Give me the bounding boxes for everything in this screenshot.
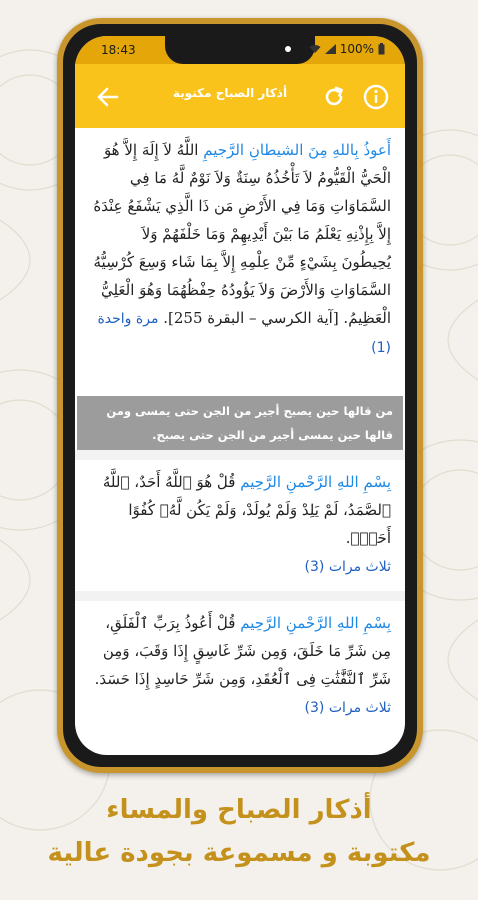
repeat-count: ثلاث مرات (3): [304, 700, 391, 716]
wifi-icon: [309, 44, 321, 54]
signal-icon: [325, 44, 336, 54]
info-icon: [363, 84, 389, 110]
status-time: 18:43: [101, 43, 136, 57]
page-title: أذكار الصباح مكتوبة: [172, 86, 288, 100]
promo-caption-line1: أذكار الصباح والمساء: [106, 795, 372, 825]
virtue-note: من قالها حين يصبح أجير من الجن حتى يمسى ومن قالها حين يمسى أجير من الجن حتى يصبح.: [77, 396, 403, 450]
dhikr-text: قُلْ أَعُوذُ بِرَبِّ ٱلْفَلَقِ، مِن شَرِّ مَا خَلَقَ، وَمِن شَرِّ غَاسِقٍ إِذَا وَقَبَ، وَمِن شَرِّ ٱلنَّفَّٰثَٰتِ فِى ٱلْعُقَدِ، وَمِن شَرِّ حَاسِدٍ إِذَا حَسَدَ.: [94, 614, 391, 688]
dhikr-text: اللَّهُ لاَ إِلَهَ إِلاَّ هُوَ الْحَيُّ الْقَيُّومُ لاَ تَأْخُذُهُ سِنَةٌ وَلاَ نَوْمٌ لَّهُ مَا فِي السَّمَاوَاتِ وَمَا فِي الأَرْضِ مَن ذَا الَّذِي يَشْفَعُ عِنْدَهُ إِلاَّ بِإِذْنِهِ يَعْلَمُ مَا بَيْنَ أَيْدِيهِمْ وَمَا خَلْفَهُمْ وَلاَ يُحِيطُونَ بِشَيْءٍ مِّنْ عِلْمِهِ إِلاَّ بِمَا شَاء وَسِعَ كُرْسِيُّهُ السَّمَاوَاتِ وَالأَرْضَ وَلاَ يَؤُودُهُ حِفْظُهُمَا وَهُوَ الْعَلِيُّ الْعَظِيمُ. [آية الكرسي – البقرة 255].: [93, 141, 391, 327]
divider: [75, 591, 405, 601]
app-screen: [75, 36, 405, 755]
battery-percent: 100%: [339, 42, 374, 56]
info-button[interactable]: [361, 82, 391, 112]
repeat-count: ثلاث مرات (3): [304, 559, 391, 575]
adhkar-list: [75, 128, 405, 755]
promo-caption-line2: مكتوبة و مسموعة بجودة عالية: [47, 838, 431, 868]
basmala-text: بِسْمِ اللهِ الرَّحْمنِ الرَّحِيم: [240, 614, 391, 632]
dhikr-text: قُلْ هُوَ ٱللَّهُ أَحَدٌ، ٱللَّهُ ٱلصَّمَدُ، لَمْ يَلِدْ وَلَمْ يُولَدْ، وَلَمْ يَكُن لَّهُۥ كُفُوًا أَحَدٌۢ.: [102, 473, 391, 547]
dhikr-card-ayat-al-kursi[interactable]: [75, 128, 405, 372]
basmala-text: بِسْمِ اللهِ الرَّحْمنِ الرَّحِيم: [240, 473, 391, 491]
back-arrow-icon: [97, 87, 119, 107]
status-bar: [75, 36, 405, 64]
repeat-count: مرة واحدة (1): [97, 311, 391, 356]
dhikr-card-ikhlas[interactable]: [75, 460, 405, 591]
app-bar: [75, 64, 405, 128]
camera-notch: [165, 36, 315, 64]
refresh-icon: [322, 85, 346, 109]
dhikr-card-falaq[interactable]: [75, 601, 405, 732]
divider: [75, 450, 405, 460]
notification-dot-icon: [285, 46, 291, 52]
isti-adha-text: أَعوذُ بِاللهِ مِنَ الشيطانِ الرَّجيمِ: [203, 141, 391, 159]
phone-frame: [57, 18, 423, 773]
refresh-button[interactable]: [319, 82, 349, 112]
back-button[interactable]: [93, 82, 123, 112]
spacer: [75, 372, 405, 396]
battery-icon: [378, 43, 385, 55]
